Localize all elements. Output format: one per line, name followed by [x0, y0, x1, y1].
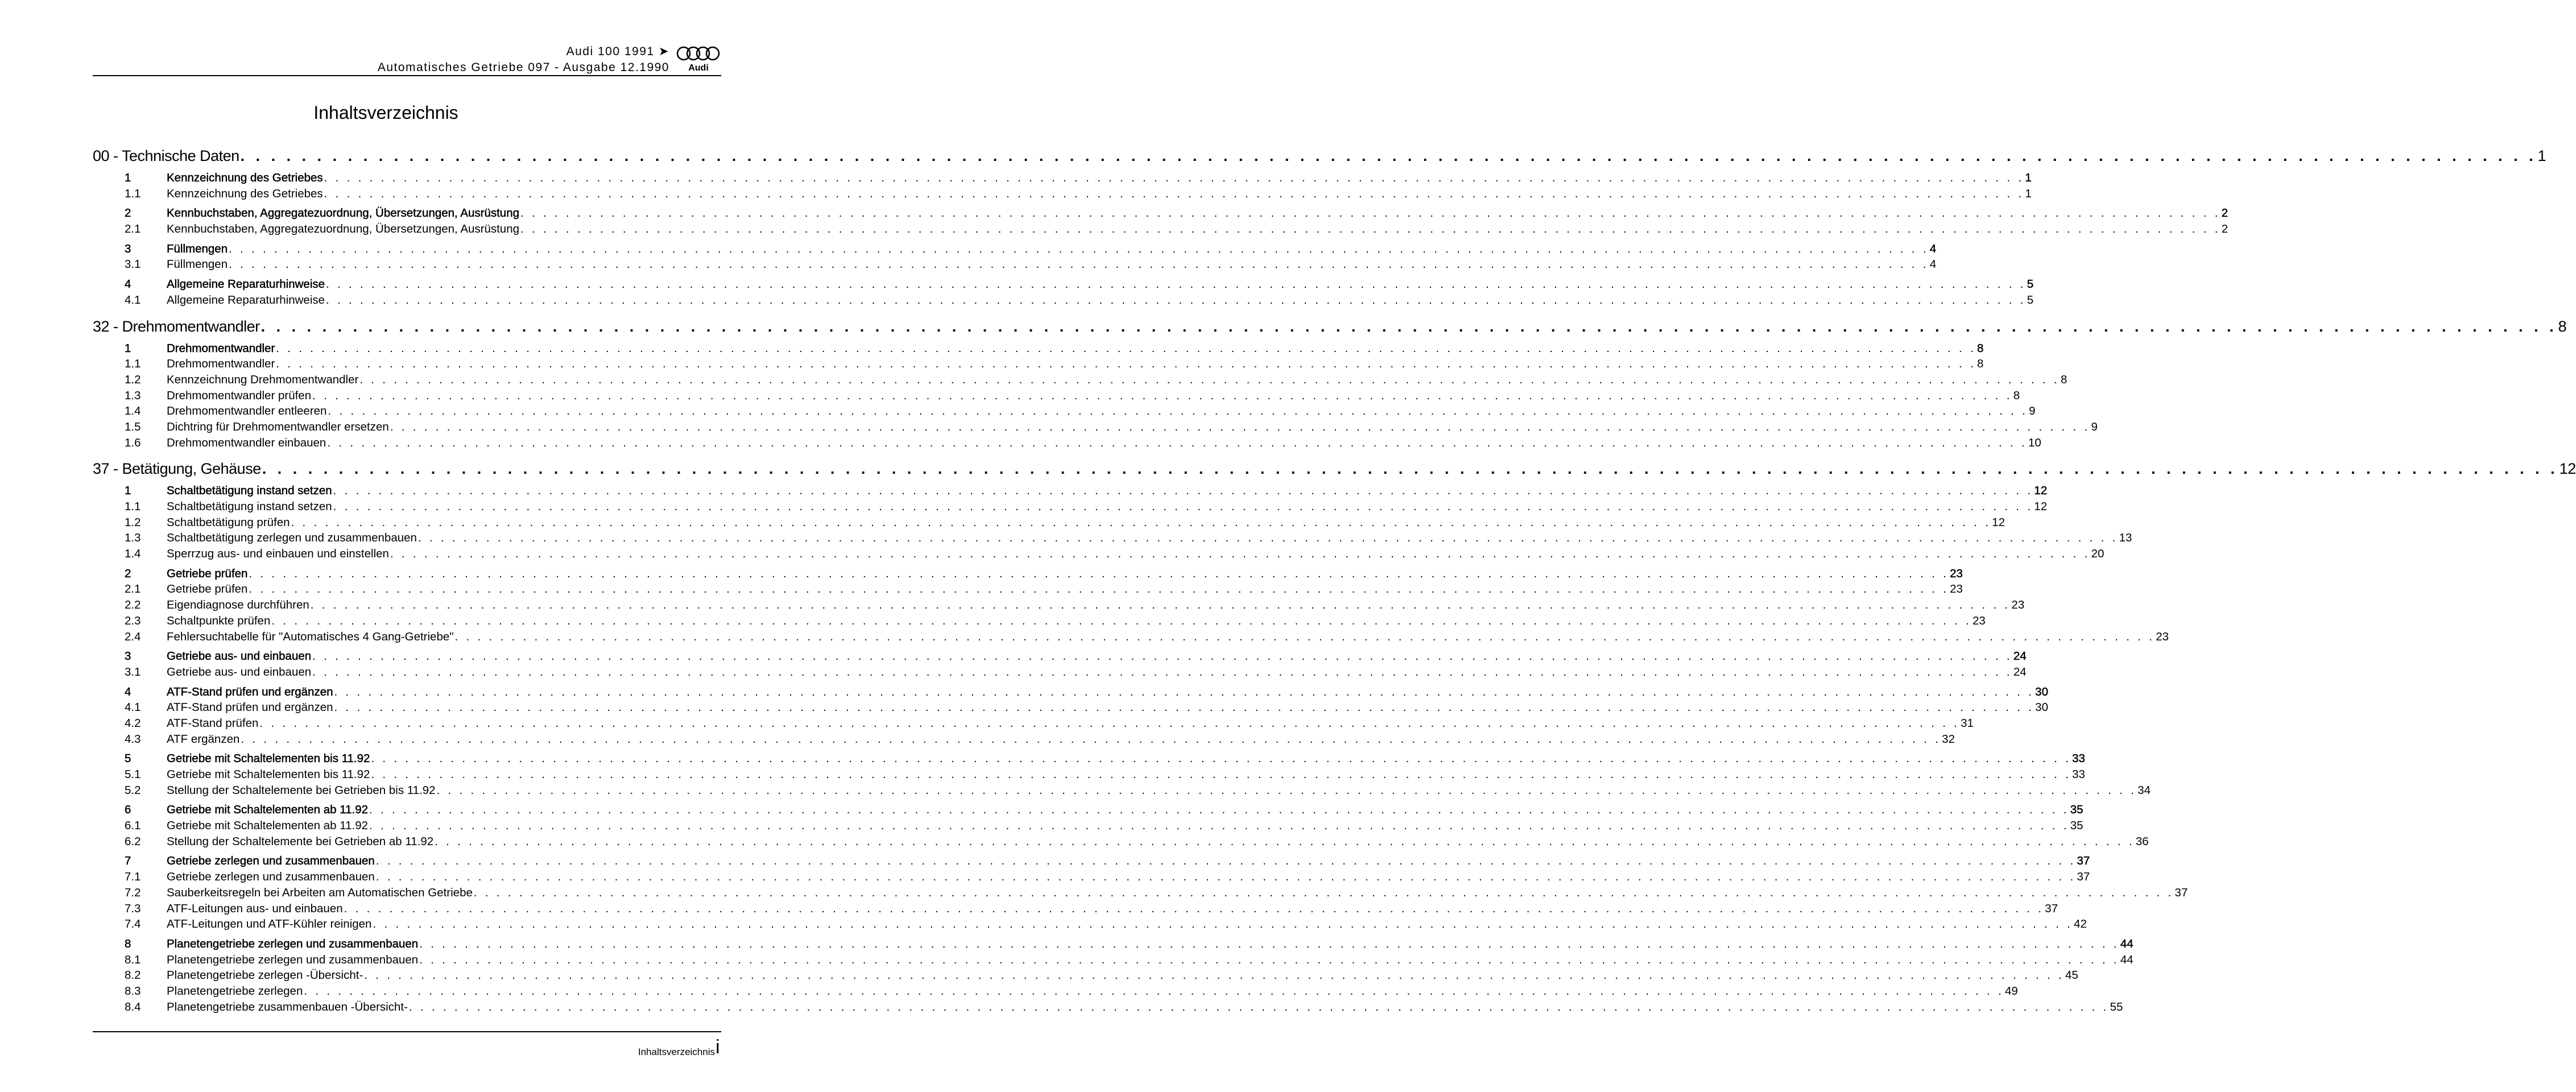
entry-number: 1.4 [125, 547, 141, 561]
toc-entry[interactable] [93, 715, 1974, 731]
entry-title: Eigendiagnose durchführen [167, 598, 309, 612]
toc-entry[interactable] [93, 936, 2133, 952]
header-subtitle: Automatisches Getriebe 097 - Ausgabe 12.1990 [377, 61, 669, 74]
toc-section [93, 316, 2567, 451]
toc-entry[interactable] [93, 853, 2090, 869]
toc-group [93, 936, 2133, 1015]
toc-group [93, 276, 2034, 308]
dot-leader: . . . . . . . . . . . . . . . . . . . . . . . . . . . . . . . . . . . . . . . . . . . . . . . . . . . . . . . . . . . . . . . . . . . . . . . . . . . . . . . . . . . . . . . . . . . . . . . . . . . . . . . . . . . . . . . . . . . . . . . . . . . . . . . . . . . . . . . . . . . . . . . . . . . . . . [359, 373, 2060, 386]
entry-title: Getriebe aus- und einbauen [167, 665, 312, 679]
dot-leader: . . . . . . . . . . . . . . . . . . . . . . . . . . . . . . . . . . . . . . . . . . . . . . . . . . . . . . . . . . . . . . . . . . . . . . . . . . . . . . . . . . . . . . . . . . . . . . . . . . . . . . . . . . . . . . . . . . . . . . . . . . . . . . . . . . . . . . . . . . . . . . . . . . . . . . [417, 531, 2118, 545]
toc-group [93, 684, 2048, 747]
entry-title: Schaltbetätigung zerlegen und zusammenbauen [167, 531, 417, 545]
entry-title: Schaltbetätigung prüfen [167, 515, 290, 529]
toc-entry[interactable] [93, 648, 2027, 664]
section-page: 12 [2559, 460, 2576, 478]
entry-page: 8 [2013, 388, 2020, 402]
entry-number: 5.1 [125, 768, 141, 781]
entry-number: 7.2 [125, 886, 141, 899]
toc-section-heading[interactable] [93, 316, 2567, 337]
entry-title: ATF-Stand prüfen [167, 716, 259, 730]
entry-number: 3.1 [125, 258, 141, 271]
entry-page: 49 [2005, 984, 2018, 998]
toc-entry[interactable] [93, 205, 2228, 221]
entry-number: 4.3 [125, 732, 141, 746]
toc-group [93, 751, 2151, 798]
entry-page: 12 [2034, 484, 2048, 498]
entry-number: 2.1 [125, 582, 141, 596]
dot-leader: . . . . . . . . . . . . . . . . . . . . . . . . . . . . . . . . . . . . . . . . . . . . . . . . . . . . . . . . . . . . . . . . . . . . . . . . . . . . . . . . . . . . . . . . . . . . . . . . . . . . . . . . . . . . . . . . . . . . . . . . . . . . . . . . . . . . . . . . . . . . . . . . . . . . . . [375, 854, 2076, 868]
entry-title: Getriebe mit Schaltelementen bis 11.92 [167, 768, 370, 781]
toc-entry[interactable] [93, 292, 2034, 308]
entry-number: 2.2 [125, 598, 141, 612]
entry-page: 13 [2119, 531, 2132, 545]
header-rule [93, 75, 721, 76]
entry-title: Getriebe aus- und einbauen [167, 650, 312, 663]
entry-number: 6 [125, 803, 131, 817]
entry-number: 6.1 [125, 819, 141, 833]
dot-leader: . . . . . . . . . . . . . . . . . . . . . . . . . . . . . . . . . . . . . . . . . . . . . . . . . . . . . . . . . . . . . . . . . . . . . . . . . . . . . . . . . . . . . . . . . . . . . . . . . . . . . . . . . . . . . . . . . . . . . . . . . . . . . . . . . . . . . . . . . . . . . . . . . . . . . . [369, 803, 2069, 817]
entry-number: 1.1 [125, 357, 141, 371]
section-title: 00 - Technische Daten [93, 147, 239, 164]
entry-page: 44 [2120, 937, 2133, 950]
toc-entry[interactable] [93, 566, 1963, 582]
entry-title: Sauberkeitsregeln bei Arbeiten am Automatischen Getriebe [167, 886, 473, 899]
entry-title: Getriebe mit Schaltelementen ab 11.92 [167, 803, 369, 817]
dot-leader: . . . . . . . . . . . . . . . . . . . . . . . . . . . . . . . . . . . . . . . . . . . . . . . . . . . . . . . . . . . . . . . . . . . . . . . . . . . . . . . . . . . . . . . . . . . . . . . . . . . . . . . . . . . . . . . . . . . . . . . . . . . . . . . . . . . . . . . . . . . . . . . . . . . . . . [249, 582, 1949, 596]
entry-title: Schaltbetätigung instand setzen [167, 484, 332, 498]
entry-number: 1.2 [125, 373, 141, 386]
dot-leader: . . . . . . . . . . . . . . . . . . . . . . . . . . . . . . . . . . . . . . . . . . . . . . . . . . . . . . . . . . . . . . . . . . . . . . . . . . . . . . . . . . . . . . . . . . . . . . . . . . . . . . . . . . . . . . . . . . . . . . . . . . . . . . . . . . . . . . . . . . . . . . . . . . . . . . [324, 171, 2024, 184]
entry-number: 1 [125, 341, 131, 355]
toc-entry[interactable] [93, 869, 2090, 885]
toc-entry[interactable] [93, 241, 1937, 257]
entry-page: 10 [2028, 436, 2041, 449]
entry-title: Getriebe prüfen [167, 566, 248, 580]
toc-entry[interactable] [93, 341, 1984, 357]
toc-section [93, 146, 2546, 308]
dot-leader: . . . . . . . . . . . . . . . . . . . . . . . . . . . . . . . . . . . . . . . . . . . . . . . . . . . . . . . . . . . . . . . . . . . . . . . . . . . . . . . . . . . . . . . . . . . . . . . . . . . . . . . . . . . . . . . . . . . . . . . . . . . . . . . . . . . . . . . . . . . . . . . . . . . . . . [390, 420, 2090, 433]
toc-entry[interactable] [93, 885, 2188, 901]
entry-number: 4.1 [125, 293, 141, 307]
entry-page: 2 [2221, 222, 2228, 236]
toc-group [93, 241, 1937, 272]
entry-number: 1.1 [125, 187, 141, 200]
dot-leader: . . . . . . . . . . . . . . . . . . . . . . . . . . . . . . . . . . . . . . . . . . . . . . . . . . . . . . . . . . . . . . . . . . . . . . . . . . . . . . . . . . . . . . . . . . . . . . . . . . . . . . . . . . . . . . . . . . . . . . . . . . . . . . . . . . . . . . . . . . . . . . . . . . . . . . [326, 278, 2026, 291]
entry-title: Planetengetriebe zerlegen und zusammenbauen [167, 953, 419, 966]
dot-leader: . . . . . . . . . . . . . . . . . . . . . . . . . . . . . . . . . . . . . . . . . . . . . . . . . . . . . . . . . . . . . . . . . . . . . . . . . . . . . . . . . . . . . . . . . . . . . . . . . . . . . . . . . . . . . . . . . . . . . . . . . . . . . . . . . . . . . . . . . . . . . . . . . . . . . . [436, 783, 2137, 797]
entry-page: 4 [1929, 242, 1937, 255]
entry-number: 7.1 [125, 870, 141, 884]
toc-entry[interactable] [93, 818, 2083, 834]
entry-page: 31 [1961, 716, 1974, 730]
entry-number: 2 [125, 206, 131, 220]
dot-leader: . . . . . . . . . . . . . . . . . . . . . . . . . . . . . . . . . . . . . . . . . . . . . . . . . . . . . . . . . . . . . . . . . . . . . . . . . . . . . . . . . . . . . . . . . . . . . . . . . . . . . . . . . . . . . . . . . . . . . . . . . . . . . . . . . . . . . . . . . . . . . . . . . . . . . . [344, 901, 2044, 915]
dot-leader: . . . . . . . . . . . . . . . . . . . . . . . . . . . . . . . . . . . . . . . . . . . . . . . . . . . . . . . . . . . . . . . . . . . . . . . . . . . . . . . . . . . . . . . . . . . . . . . . . . . . . . . . . . . . . . . . . . . . . . . . . . . . . . . . . . . . . . . . . . . . . . . . . . . . . . [520, 222, 2221, 236]
entry-title: Fehlersuchtabelle für "Automatisches 4 Gang-Getriebe" [167, 630, 454, 643]
entry-page: 8 [2060, 373, 2068, 386]
entry-number: 7.3 [125, 901, 141, 915]
toc-entry[interactable] [93, 419, 2098, 435]
entry-title: Getriebe prüfen [167, 582, 248, 596]
entry-number: 4.1 [125, 701, 141, 714]
dot-leader: . . . . . . . . . . . . . . . . . . . . . . . . . . . . . . . . . . . . . . . . . . . . . . . . . . . . . . . . . . . . . . . . . . . . . . . . . . . . . . . . . . . . . . . . . . . . . . . . . . . . . . . . . . . . . . . . . . . . . . . . . . . . . . . . . . . . . . . . . . . . . . . . . . . . . . [408, 1000, 2109, 1014]
entry-page: 36 [2135, 834, 2149, 848]
dot-leader: . . . . . . . . . . . . . . . . . . . . . . . . . . . . . . . . . . . . . . . . . . . . . . . . . . . . . . . . . . . . . . . . . . . . . . . . . . . . . . . . . . . . . . . . . . . . . . . . . . . . . . . . . . . . . . . . . . . . . . . . . . . . . . . . . . . . . . . . . . . . . . . . . . . . . . [435, 834, 2135, 848]
toc-entry[interactable] [93, 257, 1937, 272]
entry-number: 3 [125, 650, 131, 663]
entry-number: 1 [125, 484, 131, 498]
dot-leader: . . . . . . . . . . . . . . . . . . . . . . . . . . . . . . . . . . . . . . . . . . . . . . . . . . . . . . . . . . . . . . . . . . . . . . . . . . . . . . . . . . . . . . . . . . . . . . . . . . . . . . . . . . . . . . . . . . . . . . . . . . . . . . . . . . . . . . . . . . . . . . . . . . . . . . [334, 701, 2035, 714]
entry-title: Dichtring für Drehmomentwandler ersetzen [167, 420, 389, 433]
entry-title: Kennbuchstaben, Aggregatezuordnung, Übersetzungen, Ausrüstung [167, 206, 520, 220]
dot-leader: . . . . . . . . . . . . . . . . . . . . . . . . . . . . . . . . . . . . . . . . . . . . . . . . . . . . . . . . . . . . . . . . . . . . . . . . . . . . . . . . . . . . . . . . . . . . . . . . . . . . . . . . . . . . . . . . . . . . . . . . . . . . . . . . . . . . . . . . . . . . . . . . . . . . . . [328, 404, 2028, 418]
entry-title: Planetengetriebe zusammenbauen -Übersicht- [167, 1000, 408, 1014]
entry-number: 1.3 [125, 531, 141, 545]
entry-number: 1.2 [125, 515, 141, 529]
entry-page: 4 [1929, 258, 1937, 271]
dot-leader: . . . . . . . . . . . . . . . . . . . . . . . . . . . . . . . . . . . . . . . . . . . . . . . . . . . . . . . . . . . . . . . . . . . . . . . . . . . . . . . . . . . . . . . . . . . . . . . . . . . . . . . . . . . . . . . . . . . . . . . . . . . . . . . . . . . . . . . . . . . . . . . . . . . . . . [276, 341, 1976, 355]
audi-logo [676, 46, 722, 74]
entry-number: 4 [125, 685, 131, 698]
toc-group [93, 483, 2132, 561]
entry-title: Allgemeine Reparaturhinweise [167, 278, 325, 291]
toc-entry[interactable] [93, 483, 2048, 499]
dot-leader: . . . . . . . . . . . . . . . . . . . . . . . . . . . . . . . . . . . . . . . . . . . . . . . . . . . . . . . . . . . . . . . . . . . . . . . . . . . . . . . . . . . . . . . . . . . . . . . . . . . . . . . . . . . . . . . . . . . . . . . . . . . . . . . . . . . . . . . . . . . . . . . . . . . . . . [473, 886, 2174, 899]
toc-entry[interactable] [93, 802, 2083, 818]
entry-title: Getriebe zerlegen und zusammenbauen [167, 870, 375, 884]
entry-page: 5 [2027, 293, 2034, 307]
toc-entry[interactable] [93, 901, 2058, 917]
entry-page: 8 [1977, 357, 1984, 371]
entry-number: 2.1 [125, 222, 141, 236]
dot-leader: . . . . . . . . . . . . . . . . . . . . . . . . . . . . . . . . . . . . . . . . . . . . . . . . . . . . . . . . . . . . . . . . . . . . . . . . . . . . . . . . . . . . . . . . . . . . . . . . . . . . . . . . . . . . . . . . . . . . . . . . . . . . . . . . . . . . . . . . . . . . . . . . . . . . . . [240, 147, 2537, 164]
dot-leader: . . . . . . . . . . . . . . . . . . . . . . . . . . . . . . . . . . . . . . . . . . . . . . . . . . . . . . . . . . . . . . . . . . . . . . . . . . . . . . . . . . . . . . . . . . . . . . . . . . . . . . . . . . . . . . . . . . . . . . . . . . . . . . . . . . . . . . . . . . . . . . . . . . . . . . [271, 614, 1972, 627]
toc-entry[interactable] [93, 170, 2032, 186]
entry-number: 5.2 [125, 783, 141, 797]
toc-entry[interactable] [93, 767, 2085, 783]
entry-number: 2 [125, 566, 131, 580]
entry-number: 3.1 [125, 665, 141, 679]
entry-number: 3 [125, 242, 131, 255]
entry-number: 4 [125, 278, 131, 291]
dot-leader: . . . . . . . . . . . . . . . . . . . . . . . . . . . . . . . . . . . . . . . . . . . . . . . . . . . . . . . . . . . . . . . . . . . . . . . . . . . . . . . . . . . . . . . . . . . . . . . . . . . . . . . . . . . . . . . . . . . . . . . . . . . . . . . . . . . . . . . . . . . . . . . . . . . . . . [364, 969, 2064, 982]
toc-entry[interactable] [93, 967, 2078, 983]
toc-group [93, 170, 2032, 201]
toc-group [93, 853, 2188, 932]
dot-leader: . . . . . . . . . . . . . . . . . . . . . . . . . . . . . . . . . . . . . . . . . . . . . . . . . . . . . . . . . . . . . . . . . . . . . . . . . . . . . . . . . . . . . . . . . . . . . . . . . . . . . . . . . . . . . . . . . . . . . . . . . . . . . . . . . . . . . . . . . . . . . . . . . . . . . . [369, 819, 2069, 833]
entry-title: Planetengetriebe zerlegen und zusammenbauen [167, 937, 419, 950]
toc-entry[interactable] [93, 435, 2041, 451]
toc-group [93, 205, 2228, 237]
entry-page: 23 [1973, 614, 1986, 627]
entry-title: ATF-Leitungen und ATF-Kühler reinigen [167, 917, 372, 931]
svg-text:Audi: Audi [688, 63, 709, 73]
toc-entry[interactable] [93, 403, 2036, 419]
entry-title: Planetengetriebe zerlegen [167, 984, 303, 998]
entry-title: Allgemeine Reparaturhinweise [167, 293, 325, 307]
toc-entry[interactable] [93, 221, 2228, 237]
entry-title: Drehmomentwandler prüfen [167, 388, 312, 402]
entry-title: Kennzeichnung des Getriebes [167, 171, 323, 184]
entry-page: 35 [2070, 803, 2083, 817]
entry-title: ATF ergänzen [167, 732, 240, 746]
entry-title: Schaltbetätigung instand setzen [167, 500, 332, 513]
toc-entry[interactable] [93, 983, 2018, 999]
entry-number: 2.4 [125, 630, 141, 643]
toc-entry[interactable] [93, 916, 2087, 932]
entry-title: ATF-Stand prüfen und ergänzen [167, 685, 333, 698]
entry-number: 5 [125, 752, 131, 766]
entry-title: ATF-Leitungen aus- und einbauen [167, 901, 343, 915]
toc-entry[interactable] [93, 731, 1955, 747]
entry-number: 1.6 [125, 436, 141, 449]
entry-number: 1.4 [125, 404, 141, 418]
section-page: 8 [2558, 317, 2567, 335]
entry-title: Kennzeichnung des Getriebes [167, 187, 323, 200]
entry-page: 45 [2065, 969, 2078, 982]
entry-page: 9 [2029, 404, 2036, 418]
section-page: 1 [2537, 147, 2546, 164]
entry-title: Stellung der Schaltelemente bei Getrieben bis 11.92 [167, 783, 436, 797]
entry-page: 32 [1942, 732, 1955, 746]
toc-entry[interactable] [93, 388, 2020, 404]
toc-entry[interactable] [93, 515, 2006, 531]
entry-number: 8.1 [125, 953, 141, 966]
entry-page: 35 [2070, 819, 2083, 833]
entry-title: Sperrzug aus- und einbauen und einstellen [167, 547, 389, 561]
entry-page: 37 [2077, 854, 2090, 868]
toc-entry[interactable] [93, 581, 1963, 597]
entry-page: 23 [2011, 598, 2025, 612]
dot-leader: . . . . . . . . . . . . . . . . . . . . . . . . . . . . . . . . . . . . . . . . . . . . . . . . . . . . . . . . . . . . . . . . . . . . . . . . . . . . . . . . . . . . . . . . . . . . . . . . . . . . . . . . . . . . . . . . . . . . . . . . . . . . . . . . . . . . . . . . . . . . . . . . . . . . . . [390, 547, 2090, 561]
dot-leader: . . . . . . . . . . . . . . . . . . . . . . . . . . . . . . . . . . . . . . . . . . . . . . . . . . . . . . . . . . . . . . . . . . . . . . . . . . . . . . . . . . . . . . . . . . . . . . . . . . . . . . . . . . . . . . . . . . . . . . . . . . . . . . . . . . . . . . . . . . . . . . . . . . . . . . [371, 752, 2071, 766]
dot-leader: . . . . . . . . . . . . . . . . . . . . . . . . . . . . . . . . . . . . . . . . . . . . . . . . . . . . . . . . . . . . . . . . . . . . . . . . . . . . . . . . . . . . . . . . . . . . . . . . . . . . . . . . . . . . . . . . . . . . . . . . . . . . . . . . . . . . . . . . . . . . . . . . . . . . . . [312, 665, 2012, 679]
toc-entry[interactable] [93, 276, 2034, 292]
entry-number: 1.1 [125, 500, 141, 513]
section-title: 37 - Betätigung, Gehäuse [93, 460, 261, 478]
section-title: 32 - Drehmomentwandler [93, 317, 260, 335]
page-title: Inhaltsverzeichnis [313, 102, 458, 123]
toc-entry[interactable] [93, 546, 2104, 562]
toc-entry[interactable] [93, 597, 2025, 613]
entry-page: 44 [2120, 953, 2133, 966]
entry-number: 4.2 [125, 716, 141, 730]
toc-entry[interactable] [93, 700, 2048, 715]
entry-page: 55 [2110, 1000, 2123, 1014]
toc-entry[interactable] [93, 751, 2085, 767]
entry-number: 1.5 [125, 420, 141, 433]
dot-leader: . . . . . . . . . . . . . . . . . . . . . . . . . . . . . . . . . . . . . . . . . . . . . . . . . . . . . . . . . . . . . . . . . . . . . . . . . . . . . . . . . . . . . . . . . . . . . . . . . . . . . . . . . . . . . . . . . . . . . . . . . . . . . . . . . . . . . . . . . . . . . . . . . . . . . . [371, 768, 2071, 781]
footer-rule [93, 1031, 721, 1032]
dot-leader: . . . . . . . . . . . . . . . . . . . . . . . . . . . . . . . . . . . . . . . . . . . . . . . . . . . . . . . . . . . . . . . . . . . . . . . . . . . . . . . . . . . . . . . . . . . . . . . . . . . . . . . . . . . . . . . . . . . . . . . . . . . . . . . . . . . . . . . . . . . . . . . . . . . . . . [419, 937, 2119, 950]
table-of-contents [93, 146, 2576, 1015]
entry-page: 24 [2013, 650, 2027, 663]
dot-leader: . . . . . . . . . . . . . . . . . . . . . . . . . . . . . . . . . . . . . . . . . . . . . . . . . . . . . . . . . . . . . . . . . . . . . . . . . . . . . . . . . . . . . . . . . . . . . . . . . . . . . . . . . . . . . . . . . . . . . . . . . . . . . . . . . . . . . . . . . . . . . . . . . . . . . . [326, 293, 2026, 307]
entry-title: Getriebe mit Schaltelementen ab 11.92 [167, 819, 369, 833]
entry-page: 33 [2072, 752, 2085, 766]
dot-leader: . . . . . . . . . . . . . . . . . . . . . . . . . . . . . . . . . . . . . . . . . . . . . . . . . . . . . . . . . . . . . . . . . . . . . . . . . . . . . . . . . . . . . . . . . . . . . . . . . . . . . . . . . . . . . . . . . . . . . . . . . . . . . . . . . . . . . . . . . . . . . . . . . . . . . . [312, 650, 2012, 663]
toc-section-heading[interactable] [93, 458, 2576, 479]
toc-entry[interactable] [93, 613, 1986, 629]
entry-title: Schaltpunkte prüfen [167, 614, 271, 627]
entry-page: 23 [2156, 630, 2169, 643]
dot-leader: . . . . . . . . . . . . . . . . . . . . . . . . . . . . . . . . . . . . . . . . . . . . . . . . . . . . . . . . . . . . . . . . . . . . . . . . . . . . . . . . . . . . . . . . . . . . . . . . . . . . . . . . . . . . . . . . . . . . . . . . . . . . . . . . . . . . . . . . . . . . . . . . . . . . . . [520, 206, 2221, 220]
entry-title: Füllmengen [167, 242, 228, 255]
dot-leader: . . . . . . . . . . . . . . . . . . . . . . . . . . . . . . . . . . . . . . . . . . . . . . . . . . . . . . . . . . . . . . . . . . . . . . . . . . . . . . . . . . . . . . . . . . . . . . . . . . . . . . . . . . . . . . . . . . . . . . . . . . . . . . . . . . . . . . . . . . . . . . . . . . . . . . [324, 187, 2024, 200]
dot-leader: . . . . . . . . . . . . . . . . . . . . . . . . . . . . . . . . . . . . . . . . . . . . . . . . . . . . . . . . . . . . . . . . . . . . . . . . . . . . . . . . . . . . . . . . . . . . . . . . . . . . . . . . . . . . . . . . . . . . . . . . . . . . . . . . . . . . . . . . . . . . . . . . . . . . . . [241, 732, 1941, 746]
entry-page: 23 [1950, 566, 1963, 580]
entry-number: 2.3 [125, 614, 141, 627]
toc-entry[interactable] [93, 499, 2048, 515]
entry-title: Planetengetriebe zerlegen -Übersicht- [167, 969, 363, 982]
entry-page: 1 [2025, 171, 2032, 184]
entry-title: ATF-Stand prüfen und ergänzen [167, 701, 333, 714]
dot-leader: . . . . . . . . . . . . . . . . . . . . . . . . . . . . . . . . . . . . . . . . . . . . . . . . . . . . . . . . . . . . . . . . . . . . . . . . . . . . . . . . . . . . . . . . . . . . . . . . . . . . . . . . . . . . . . . . . . . . . . . . . . . . . . . . . . . . . . . . . . . . . . . . . . . . . . [304, 984, 2004, 998]
entry-title: Drehmomentwandler [167, 357, 275, 371]
entry-page: 1 [2025, 187, 2032, 200]
toc-entry[interactable] [93, 783, 2151, 799]
entry-number: 8.4 [125, 1000, 141, 1014]
toc-group [93, 802, 2149, 849]
toc-group [93, 566, 2169, 644]
toc-group [93, 341, 2098, 451]
entry-page: 12 [1992, 515, 2006, 529]
entry-page: 24 [2013, 665, 2027, 679]
dot-leader: . . . . . . . . . . . . . . . . . . . . . . . . . . . . . . . . . . . . . . . . . . . . . . . . . . . . . . . . . . . . . . . . . . . . . . . . . . . . . . . . . . . . . . . . . . . . . . . . . . . . . . . . . . . . . . . . . . . . . . . . . . . . . . . . . . . . . . . . . . . . . . . . . . . . . . [262, 460, 2558, 478]
entry-title: Getriebe mit Schaltelementen bis 11.92 [167, 752, 370, 766]
entry-page: 9 [2091, 420, 2098, 433]
entry-page: 30 [2035, 701, 2048, 714]
entry-page: 37 [2174, 886, 2188, 899]
entry-number: 1 [125, 171, 131, 184]
entry-number: 7 [125, 854, 131, 868]
footer-label: Inhaltsverzeichnis [638, 1046, 715, 1057]
entry-title: Getriebe zerlegen und zusammenbauen [167, 854, 375, 868]
dot-leader: . . . . . . . . . . . . . . . . . . . . . . . . . . . . . . . . . . . . . . . . . . . . . . . . . . . . . . . . . . . . . . . . . . . . . . . . . . . . . . . . . . . . . . . . . . . . . . . . . . . . . . . . . . . . . . . . . . . . . . . . . . . . . . . . . . . . . . . . . . . . . . . . . . . . . . [229, 242, 1929, 255]
footer-page-number: i [716, 1036, 720, 1058]
dot-leader: . . . . . . . . . . . . . . . . . . . . . . . . . . . . . . . . . . . . . . . . . . . . . . . . . . . . . . . . . . . . . . . . . . . . . . . . . . . . . . . . . . . . . . . . . . . . . . . . . . . . . . . . . . . . . . . . . . . . . . . . . . . . . . . . . . . . . . . . . . . . . . . . . . . . . . [419, 953, 2119, 966]
dot-leader: . . . . . . . . . . . . . . . . . . . . . . . . . . . . . . . . . . . . . . . . . . . . . . . . . . . . . . . . . . . . . . . . . . . . . . . . . . . . . . . . . . . . . . . . . . . . . . . . . . . . . . . . . . . . . . . . . . . . . . . . . . . . . . . . . . . . . . . . . . . . . . . . . . . . . . [373, 917, 2073, 931]
dot-leader: . . . . . . . . . . . . . . . . . . . . . . . . . . . . . . . . . . . . . . . . . . . . . . . . . . . . . . . . . . . . . . . . . . . . . . . . . . . . . . . . . . . . . . . . . . . . . . . . . . . . . . . . . . . . . . . . . . . . . . . . . . . . . . . . . . . . . . . . . . . . . . . . . . . . . . [333, 484, 2033, 498]
toc-entry[interactable] [93, 186, 2032, 202]
dot-leader: . . . . . . . . . . . . . . . . . . . . . . . . . . . . . . . . . . . . . . . . . . . . . . . . . . . . . . . . . . . . . . . . . . . . . . . . . . . . . . . . . . . . . . . . . . . . . . . . . . . . . . . . . . . . . . . . . . . . . . . . . . . . . . . . . . . . . . . . . . . . . . . . . . . . . . [310, 598, 2011, 612]
dot-leader: . . . . . . . . . . . . . . . . . . . . . . . . . . . . . . . . . . . . . . . . . . . . . . . . . . . . . . . . . . . . . . . . . . . . . . . . . . . . . . . . . . . . . . . . . . . . . . . . . . . . . . . . . . . . . . . . . . . . . . . . . . . . . . . . . . . . . . . . . . . . . . . . . . . . . . [249, 566, 1949, 580]
toc-section [93, 458, 2576, 1015]
entry-page: 12 [2034, 500, 2048, 513]
entry-page: 8 [1977, 341, 1984, 355]
entry-page: 37 [2077, 870, 2090, 884]
dot-leader: . . . . . . . . . . . . . . . . . . . . . . . . . . . . . . . . . . . . . . . . . . . . . . . . . . . . . . . . . . . . . . . . . . . . . . . . . . . . . . . . . . . . . . . . . . . . . . . . . . . . . . . . . . . . . . . . . . . . . . . . . . . . . . . . . . . . . . . . . . . . . . . . . . . . . . [333, 500, 2033, 513]
entry-page: 5 [2027, 278, 2034, 291]
dot-leader: . . . . . . . . . . . . . . . . . . . . . . . . . . . . . . . . . . . . . . . . . . . . . . . . . . . . . . . . . . . . . . . . . . . . . . . . . . . . . . . . . . . . . . . . . . . . . . . . . . . . . . . . . . . . . . . . . . . . . . . . . . . . . . . . . . . . . . . . . . . . . . . . . . . . . . [312, 388, 2012, 402]
toc-entry[interactable] [93, 664, 2027, 680]
dot-leader: . . . . . . . . . . . . . . . . . . . . . . . . . . . . . . . . . . . . . . . . . . . . . . . . . . . . . . . . . . . . . . . . . . . . . . . . . . . . . . . . . . . . . . . . . . . . . . . . . . . . . . . . . . . . . . . . . . . . . . . . . . . . . . . . . . . . . . . . . . . . . . . . . . . . . . [291, 515, 1991, 529]
toc-entry[interactable] [93, 684, 2048, 700]
dot-leader: . . . . . . . . . . . . . . . . . . . . . . . . . . . . . . . . . . . . . . . . . . . . . . . . . . . . . . . . . . . . . . . . . . . . . . . . . . . . . . . . . . . . . . . . . . . . . . . . . . . . . . . . . . . . . . . . . . . . . . . . . . . . . . . . . . . . . . . . . . . . . . . . . . . . . . [375, 870, 2076, 884]
entry-page: 37 [2045, 901, 2058, 915]
entry-title: Drehmomentwandler [167, 341, 275, 355]
entry-number: 8 [125, 937, 131, 950]
entry-page: 30 [2035, 685, 2048, 698]
toc-entry[interactable] [93, 356, 1984, 372]
toc-group [93, 648, 2027, 680]
dot-leader: . . . . . . . . . . . . . . . . . . . . . . . . . . . . . . . . . . . . . . . . . . . . . . . . . . . . . . . . . . . . . . . . . . . . . . . . . . . . . . . . . . . . . . . . . . . . . . . . . . . . . . . . . . . . . . . . . . . . . . . . . . . . . . . . . . . . . . . . . . . . . . . . . . . . . . [259, 716, 1960, 730]
header-model: Audi 100 1991 ➤ [566, 45, 669, 58]
dot-leader: . . . . . . . . . . . . . . . . . . . . . . . . . . . . . . . . . . . . . . . . . . . . . . . . . . . . . . . . . . . . . . . . . . . . . . . . . . . . . . . . . . . . . . . . . . . . . . . . . . . . . . . . . . . . . . . . . . . . . . . . . . . . . . . . . . . . . . . . . . . . . . . . . . . . . . [454, 630, 2155, 643]
toc-entry[interactable] [93, 999, 2123, 1015]
dot-leader: . . . . . . . . . . . . . . . . . . . . . . . . . . . . . . . . . . . . . . . . . . . . . . . . . . . . . . . . . . . . . . . . . . . . . . . . . . . . . . . . . . . . . . . . . . . . . . . . . . . . . . . . . . . . . . . . . . . . . . . . . . . . . . . . . . . . . . . . . . . . . . . . . . . . . . [334, 685, 2035, 698]
entry-title: Kennbuchstaben, Aggregatezuordnung, Übersetzungen, Ausrüstung [167, 222, 520, 236]
entry-page: 42 [2074, 917, 2087, 931]
entry-number: 1.3 [125, 388, 141, 402]
entry-title: Stellung der Schaltelemente bei Getrieben ab 11.92 [167, 834, 434, 848]
dot-leader: . . . . . . . . . . . . . . . . . . . . . . . . . . . . . . . . . . . . . . . . . . . . . . . . . . . . . . . . . . . . . . . . . . . . . . . . . . . . . . . . . . . . . . . . . . . . . . . . . . . . . . . . . . . . . . . . . . . . . . . . . . . . . . . . . . . . . . . . . . . . . . . . . . . . . . [229, 258, 1929, 271]
entry-number: 8.3 [125, 984, 141, 998]
entry-title: Füllmengen [167, 258, 228, 271]
entry-title: Kennzeichnung Drehmomentwandler [167, 373, 359, 386]
toc-entry[interactable] [93, 629, 2169, 645]
entry-title: Drehmomentwandler einbauen [167, 436, 326, 449]
dot-leader: . . . . . . . . . . . . . . . . . . . . . . . . . . . . . . . . . . . . . . . . . . . . . . . . . . . . . . . . . . . . . . . . . . . . . . . . . . . . . . . . . . . . . . . . . . . . . . . . . . . . . . . . . . . . . . . . . . . . . . . . . . . . . . . . . . . . . . . . . . . . . . . . . . . . . . [276, 357, 1976, 371]
toc-section-heading[interactable] [93, 146, 2546, 166]
entry-page: 34 [2137, 783, 2151, 797]
entry-number: 8.2 [125, 969, 141, 982]
entry-number: 7.4 [125, 917, 141, 931]
dot-leader: . . . . . . . . . . . . . . . . . . . . . . . . . . . . . . . . . . . . . . . . . . . . . . . . . . . . . . . . . . . . . . . . . . . . . . . . . . . . . . . . . . . . . . . . . . . . . . . . . . . . . . . . . . . . . . . . . . . . . . . . . . . . . . . . . . . . . . . . . . . . . . . . . . . . . . [261, 317, 2557, 335]
entry-page: 33 [2072, 768, 2085, 781]
toc-entry[interactable] [93, 372, 2068, 388]
entry-title: Drehmomentwandler entleeren [167, 404, 327, 418]
toc-entry[interactable] [93, 834, 2149, 850]
entry-number: 6.2 [125, 834, 141, 848]
toc-entry[interactable] [93, 952, 2133, 968]
toc-entry[interactable] [93, 530, 2132, 546]
entry-page: 20 [2091, 547, 2104, 561]
entry-page: 2 [2221, 206, 2228, 220]
dot-leader: . . . . . . . . . . . . . . . . . . . . . . . . . . . . . . . . . . . . . . . . . . . . . . . . . . . . . . . . . . . . . . . . . . . . . . . . . . . . . . . . . . . . . . . . . . . . . . . . . . . . . . . . . . . . . . . . . . . . . . . . . . . . . . . . . . . . . . . . . . . . . . . . . . . . . . [327, 436, 2028, 449]
entry-page: 23 [1950, 582, 1963, 596]
